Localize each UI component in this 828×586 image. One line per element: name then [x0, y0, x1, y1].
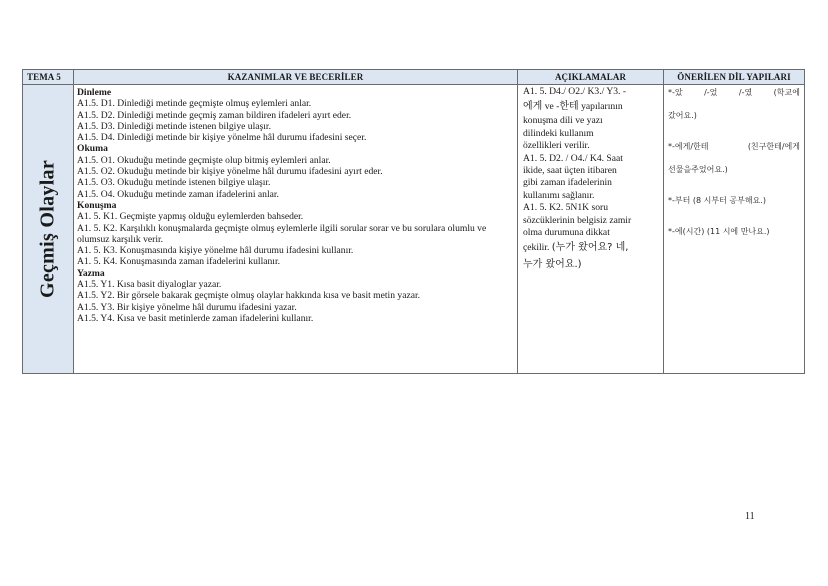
list-item: A1.5. D3. Dinlediği metinde istenen bilgiye ulaşır.: [77, 120, 271, 132]
list-item: A1.5. O3. Okuduğu metinde istenen bilgiye ulaşır.: [77, 177, 271, 189]
list-item: A1.5. D4. Dinlediği metinde bir kişiye yönelme hâl durumu ifadesini seçer.: [77, 132, 367, 144]
oneri-item-time: *-에(시간) (11 시에 만나요.): [668, 227, 770, 236]
page-number: 11: [745, 511, 755, 522]
aciklamalar-cell: [518, 85, 664, 374]
header-oneriler: ÖNERİLEN DİL YAPILARI: [664, 70, 805, 85]
kazanimlar-cell: [74, 85, 518, 374]
list-item: A1. 5. K3. Konuşmasında kişiye yönelme hâl durumu ifadesini kullanır.: [77, 245, 354, 257]
aciklama-paragraph-2: A1. 5. D2. / O4./ K4. Saat ikide, saat üçten itibaren gibi zaman ifadelerinin kullanımı sağlanır.: [523, 152, 623, 201]
oneri-item-from: *-부터 (8 시부터 공부해요.): [668, 196, 766, 205]
section-title-konusma: Konuşma: [77, 199, 117, 211]
curriculum-table: [22, 69, 805, 374]
list-item: A1.5. Y3. Bir kişiye yönelme hâl durumu ifadesini yazar.: [77, 301, 297, 313]
list-item: A1. 5. K1. Geçmişte yapmış olduğu eylemlerden bahseder.: [77, 211, 304, 223]
aciklama-paragraph-3: A1. 5. K2. 5N1K soru sözcüklerinin belgisiz zamir olma durumuna dikkat çekilir. (누가 왔어요? 네, 누가 왔어요.): [523, 202, 632, 271]
section-title-dinleme: Dinleme: [77, 87, 112, 98]
list-item: A1.5. O2. Okuduğu metinde bir kişiye yönelme hâl durumu ifadesini ayırt eder.: [77, 166, 383, 178]
oneri-item-past-tense: *-았 /-었 /-였 (학교에 갔어요.): [668, 88, 800, 120]
list-item: A1.5. D1. Dinlediği metinde geçmişte olmuş eylemleri anlar.: [77, 98, 312, 110]
list-item: A1.5. Y4. Kısa ve basit metinlerde zaman ifadelerini kullanır.: [77, 312, 314, 324]
table-header-row: [23, 70, 805, 85]
list-item: A1. 5. K2. Karşılıklı konuşmalarda geçmişte olmuş eylemlerle ilgili sorular sorar ve bu sorulara olumlu ve olumsuz karşılık verir.: [77, 222, 487, 245]
list-item: A1. 5. K4. Konuşmasında zaman ifadelerini kullanır.: [77, 256, 281, 268]
section-title-okuma: Okuma: [77, 143, 108, 155]
list-item: A1.5. O4. Okuduğu metinde zaman ifadelerini anlar.: [77, 188, 279, 200]
list-item: A1.5. D2. Dinlediği metinde geçmiş zaman bildiren ifadeleri ayırt eder.: [77, 109, 352, 121]
theme-title: Geçmiş Olaylar: [36, 159, 59, 299]
section-title-yazma: Yazma: [77, 267, 105, 279]
oneri-item-dative: *-에게/한테 (친구한테/에게 선물을주었어요.): [668, 142, 800, 174]
theme-cell: [23, 85, 74, 374]
oneriler-cell: [664, 85, 805, 374]
table-body-row: [23, 85, 805, 374]
list-item: A1.5. O1. Okuduğu metinde geçmişte olup bitmiş eylemleri anlar.: [77, 154, 331, 166]
list-item: A1.5. Y2. Bir görsele bakarak geçmişte olmuş olaylar hakkında kısa ve basit metin yazar.: [77, 290, 421, 302]
aciklama-paragraph-1: A1. 5. D4./ O2./ K3./ Y3. - 에게 ve -한테 yapılarının konuşma dili ve yazı dilindeki kullanım özellikleri verilir.: [523, 86, 627, 152]
header-aciklamalar: AÇIKLAMALAR: [518, 70, 664, 85]
list-item: A1.5. Y1. Kısa basit diyaloglar yazar.: [77, 279, 222, 291]
header-tema: TEMA 5: [23, 70, 74, 85]
header-kazanimlar: KAZANIMLAR VE BECERİLER: [74, 70, 518, 85]
